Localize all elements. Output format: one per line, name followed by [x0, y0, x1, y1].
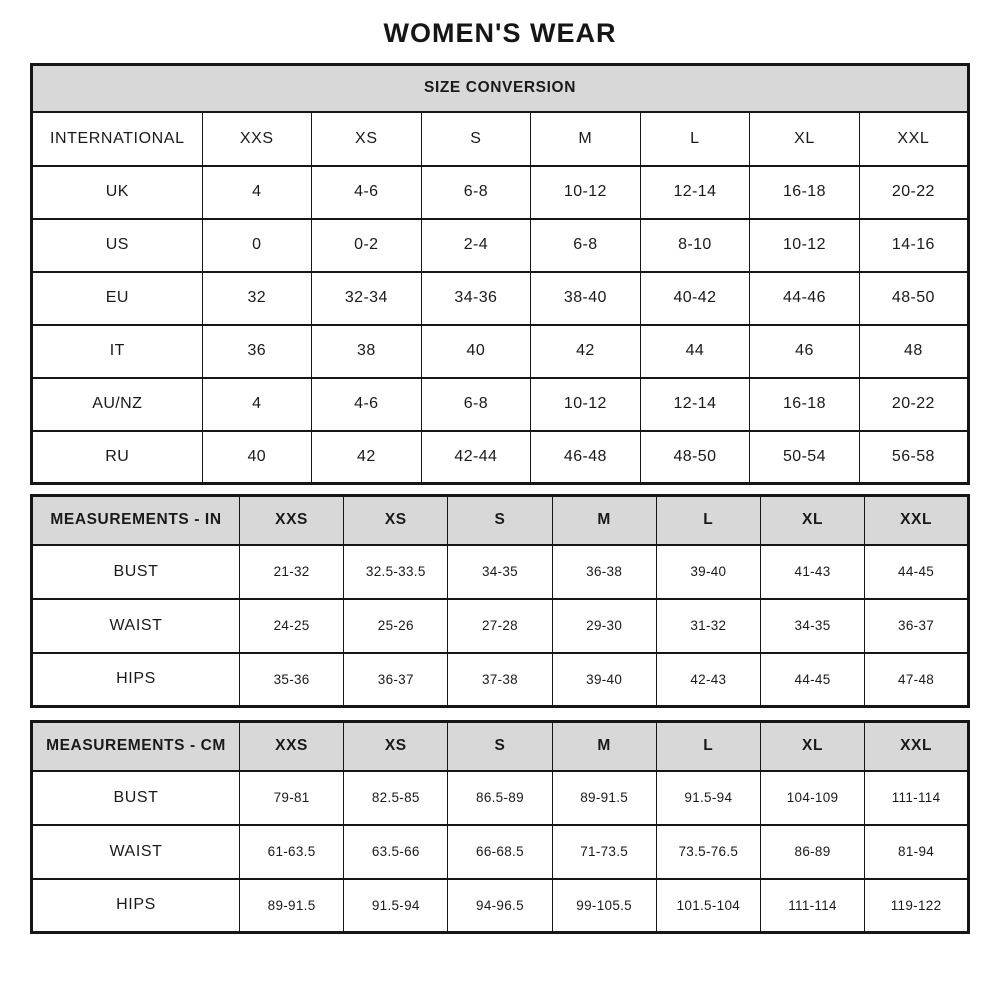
size-conversion-cell-eu-m: 38-40	[531, 272, 641, 325]
size-conversion-cell-us-l: 8-10	[640, 219, 750, 272]
size-conversion-cell-us-xs: 0-2	[312, 219, 422, 272]
measurements-in-col-s: S	[448, 496, 552, 545]
size-conversion-cell-it-xxl: 48	[859, 325, 968, 378]
size-conversion-cell-us-s: 2-4	[421, 219, 531, 272]
size-conversion-cell-uk-xs: 4-6	[312, 166, 422, 219]
page-title: WOMEN'S WEAR	[383, 18, 617, 48]
size-conversion-col-l: L	[640, 112, 750, 166]
size-conversion-cell-us-xxs: 0	[202, 219, 312, 272]
size-conversion-row-ru	[32, 431, 969, 484]
measurements-cm-row-label-hips: HIPS	[32, 879, 240, 933]
measurements-in-col-xxs: XXS	[240, 496, 344, 545]
measurements-cm-body	[32, 771, 969, 933]
measurements-in-cell-waist-xs: 25-26	[344, 599, 448, 653]
measurements-in-cell-waist-m: 29-30	[552, 599, 656, 653]
size-conversion-col-s: S	[421, 112, 531, 166]
size-conversion-cell-us-xxl: 14-16	[859, 219, 968, 272]
measurements-in-cell-hips-s: 37-38	[448, 653, 552, 707]
measurements-in-row-waist	[32, 599, 969, 653]
measurements-in-col-xl: XL	[760, 496, 864, 545]
measurements-cm-col-xs: XS	[344, 722, 448, 771]
size-conversion-col-xxl: XXL	[859, 112, 968, 166]
measurements-cm-cell-bust-s: 86.5-89	[448, 771, 552, 825]
size-conversion-cell-it-xs: 38	[312, 325, 422, 378]
size-conversion-cell-au-nz-xxs: 4	[202, 378, 312, 431]
measurements-in-col-l: L	[656, 496, 760, 545]
size-conversion-cell-eu-s: 34-36	[421, 272, 531, 325]
measurements-cm-col-xxs: XXS	[240, 722, 344, 771]
measurements-cm-col-m: M	[552, 722, 656, 771]
measurements-cm-cell-waist-xxs: 61-63.5	[240, 825, 344, 879]
size-conversion-row-uk	[32, 166, 969, 219]
size-conversion-cell-au-nz-m: 10-12	[531, 378, 641, 431]
size-conversion-cell-us-m: 6-8	[531, 219, 641, 272]
size-conversion-row-eu	[32, 272, 969, 325]
measurements-cm-cell-hips-xs: 91.5-94	[344, 879, 448, 933]
size-conversion-label-header: INTERNATIONAL	[32, 112, 203, 166]
size-conversion-cell-it-xl: 46	[750, 325, 860, 378]
measurements-cm-row-waist	[32, 825, 969, 879]
measurements-cm-cell-bust-xs: 82.5-85	[344, 771, 448, 825]
measurements-in-cell-hips-xl: 44-45	[760, 653, 864, 707]
measurements-cm-cell-waist-s: 66-68.5	[448, 825, 552, 879]
size-conversion-cell-uk-m: 10-12	[531, 166, 641, 219]
size-conversion-row-label-au-nz: AU/NZ	[32, 378, 203, 431]
measurements-cm-cell-hips-s: 94-96.5	[448, 879, 552, 933]
size-conversion-cell-it-s: 40	[421, 325, 531, 378]
measurements-cm-cell-hips-xxs: 89-91.5	[240, 879, 344, 933]
size-conversion-cell-uk-xl: 16-18	[750, 166, 860, 219]
measurements-in-body	[32, 545, 969, 707]
measurements-in-cell-hips-xxs: 35-36	[240, 653, 344, 707]
size-conversion-row-label-ru: RU	[32, 431, 203, 484]
measurements-cm-col-xl: XL	[760, 722, 864, 771]
size-conversion-cell-au-nz-xl: 16-18	[750, 378, 860, 431]
measurements-cm-cell-bust-xxs: 79-81	[240, 771, 344, 825]
size-conversion-body	[32, 166, 969, 484]
measurements-in-cell-hips-l: 42-43	[656, 653, 760, 707]
measurements-in-col-m: M	[552, 496, 656, 545]
measurements-cm-row-bust	[32, 771, 969, 825]
measurements-in-table	[30, 494, 970, 708]
size-conversion-cell-au-nz-xs: 4-6	[312, 378, 422, 431]
size-conversion-cell-ru-xxs: 40	[202, 431, 312, 484]
measurements-cm-col-l: L	[656, 722, 760, 771]
measurements-in-col-xs: XS	[344, 496, 448, 545]
measurements-cm-columns-row	[32, 722, 969, 771]
measurements-in-cell-bust-s: 34-35	[448, 545, 552, 599]
measurements-cm-cell-hips-l: 101.5-104	[656, 879, 760, 933]
size-conversion-cell-it-m: 42	[531, 325, 641, 378]
size-conversion-row-au-nz	[32, 378, 969, 431]
size-conversion-cell-eu-xxs: 32	[202, 272, 312, 325]
size-conversion-row-label-eu: EU	[32, 272, 203, 325]
measurements-cm-row-label-waist: WAIST	[32, 825, 240, 879]
measurements-in-label-header: MEASUREMENTS - IN	[32, 496, 240, 545]
measurements-in-cell-bust-xs: 32.5-33.5	[344, 545, 448, 599]
measurements-cm-cell-hips-xxl: 119-122	[865, 879, 969, 933]
measurements-cm-cell-bust-xxl: 111-114	[865, 771, 969, 825]
size-conversion-cell-eu-l: 40-42	[640, 272, 750, 325]
measurements-in-cell-waist-l: 31-32	[656, 599, 760, 653]
measurements-in-cell-waist-xxl: 36-37	[865, 599, 969, 653]
size-conversion-cell-us-xl: 10-12	[750, 219, 860, 272]
measurements-in-col-xxl: XXL	[865, 496, 969, 545]
measurements-in-cell-bust-xl: 41-43	[760, 545, 864, 599]
size-conversion-cell-it-xxs: 36	[202, 325, 312, 378]
measurements-in-row-label-waist: WAIST	[32, 599, 240, 653]
measurements-in-cell-bust-xxl: 44-45	[865, 545, 969, 599]
measurements-in-cell-waist-xxs: 24-25	[240, 599, 344, 653]
measurements-cm-cell-waist-xl: 86-89	[760, 825, 864, 879]
size-conversion-columns-row	[32, 112, 969, 166]
size-conversion-table	[30, 63, 970, 485]
size-conversion-col-xs: XS	[312, 112, 422, 166]
measurements-cm-cell-bust-l: 91.5-94	[656, 771, 760, 825]
size-conversion-cell-au-nz-l: 12-14	[640, 378, 750, 431]
measurements-in-cell-waist-xl: 34-35	[760, 599, 864, 653]
measurements-cm-cell-waist-m: 71-73.5	[552, 825, 656, 879]
measurements-cm-cell-waist-xs: 63.5-66	[344, 825, 448, 879]
size-conversion-cell-ru-xs: 42	[312, 431, 422, 484]
measurements-cm-cell-hips-xl: 111-114	[760, 879, 864, 933]
measurements-cm-cell-bust-m: 89-91.5	[552, 771, 656, 825]
measurements-in-row-hips	[32, 653, 969, 707]
size-conversion-cell-ru-xl: 50-54	[750, 431, 860, 484]
size-conversion-cell-ru-l: 48-50	[640, 431, 750, 484]
size-conversion-col-m: M	[531, 112, 641, 166]
measurements-in-cell-hips-m: 39-40	[552, 653, 656, 707]
size-conversion-row-label-it: IT	[32, 325, 203, 378]
measurements-cm-cell-waist-l: 73.5-76.5	[656, 825, 760, 879]
size-conversion-cell-uk-l: 12-14	[640, 166, 750, 219]
size-conversion-cell-au-nz-s: 6-8	[421, 378, 531, 431]
measurements-cm-table	[30, 720, 970, 934]
size-conversion-cell-ru-s: 42-44	[421, 431, 531, 484]
size-conversion-row-it	[32, 325, 969, 378]
measurements-cm-cell-hips-m: 99-105.5	[552, 879, 656, 933]
measurements-cm-cell-waist-xxl: 81-94	[865, 825, 969, 879]
size-conversion-cell-eu-xl: 44-46	[750, 272, 860, 325]
measurements-in-cell-hips-xxl: 47-48	[865, 653, 969, 707]
measurements-cm-row-hips	[32, 879, 969, 933]
size-conversion-cell-au-nz-xxl: 20-22	[859, 378, 968, 431]
size-conversion-col-xl: XL	[750, 112, 860, 166]
size-conversion-banner-row	[32, 65, 969, 112]
measurements-in-row-label-bust: BUST	[32, 545, 240, 599]
size-conversion-cell-uk-s: 6-8	[421, 166, 531, 219]
size-conversion-cell-ru-xxl: 56-58	[859, 431, 968, 484]
size-conversion-row-us	[32, 219, 969, 272]
measurements-in-columns-row	[32, 496, 969, 545]
measurements-cm-col-s: S	[448, 722, 552, 771]
measurements-cm-row-label-bust: BUST	[32, 771, 240, 825]
size-conversion-row-label-us: US	[32, 219, 203, 272]
measurements-cm-col-xxl: XXL	[865, 722, 969, 771]
size-conversion-cell-eu-xs: 32-34	[312, 272, 422, 325]
measurements-in-cell-bust-l: 39-40	[656, 545, 760, 599]
measurements-in-row-label-hips: HIPS	[32, 653, 240, 707]
measurements-in-cell-bust-xxs: 21-32	[240, 545, 344, 599]
size-conversion-col-xxs: XXS	[202, 112, 312, 166]
measurements-cm-cell-bust-xl: 104-109	[760, 771, 864, 825]
size-conversion-cell-eu-xxl: 48-50	[859, 272, 968, 325]
measurements-in-cell-bust-m: 36-38	[552, 545, 656, 599]
size-conversion-cell-uk-xxs: 4	[202, 166, 312, 219]
measurements-in-cell-hips-xs: 36-37	[344, 653, 448, 707]
size-conversion-cell-ru-m: 46-48	[531, 431, 641, 484]
size-conversion-cell-it-l: 44	[640, 325, 750, 378]
size-conversion-banner: SIZE CONVERSION	[32, 65, 969, 112]
measurements-in-cell-waist-s: 27-28	[448, 599, 552, 653]
size-conversion-row-label-uk: UK	[32, 166, 203, 219]
size-conversion-cell-uk-xxl: 20-22	[859, 166, 968, 219]
measurements-in-row-bust	[32, 545, 969, 599]
measurements-cm-label-header: MEASUREMENTS - CM	[32, 722, 240, 771]
